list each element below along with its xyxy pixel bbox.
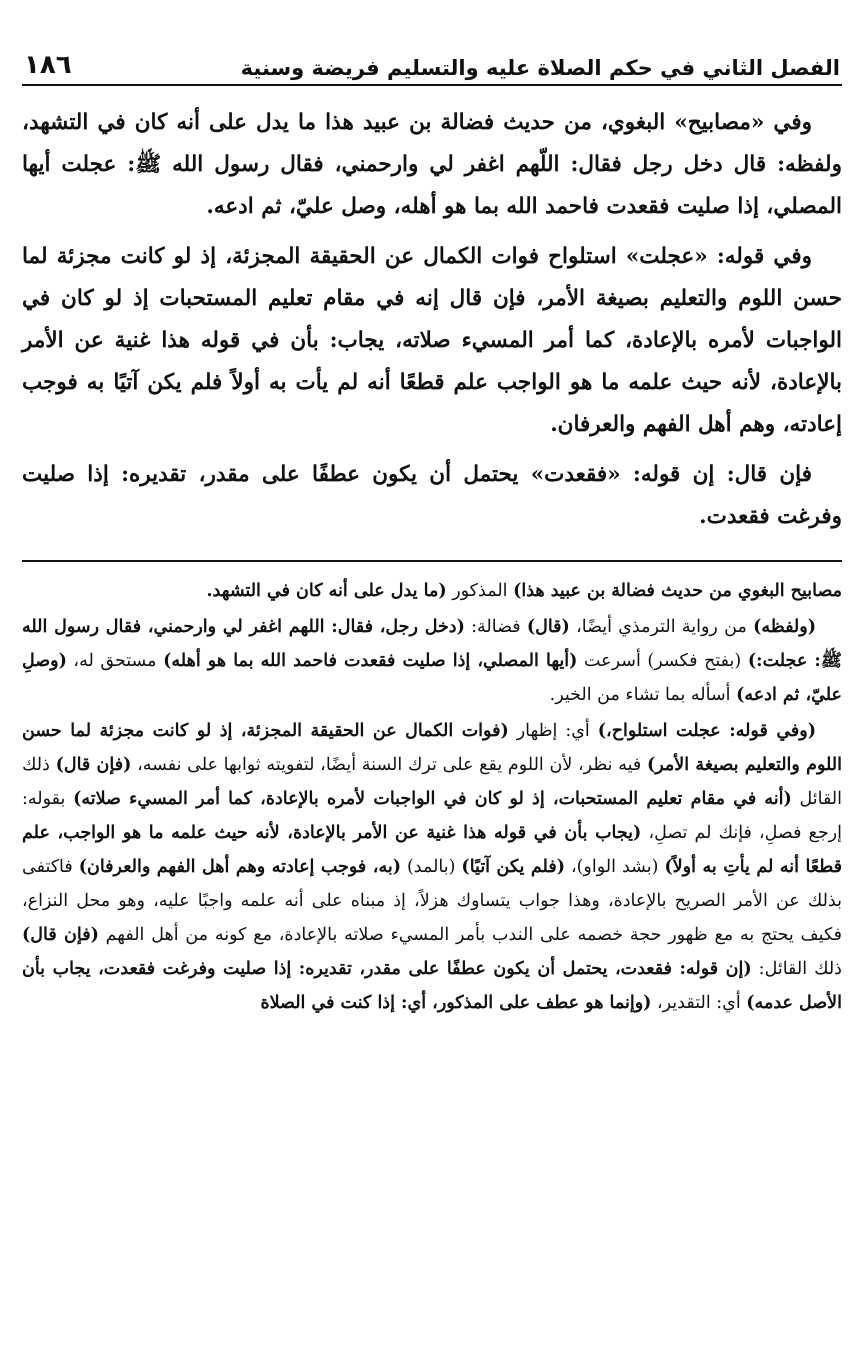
book-page	[22, 42, 842, 1339]
footnote-segment: (وإنما هو عطف على المذكور،	[432, 993, 652, 1013]
footnote-segment: أي: إذا كنت في الصلاة	[260, 993, 433, 1013]
footnote-segment: (فإن قال)	[55, 755, 132, 775]
footnote-segment: (أنه في مقام تعليم المستحبات، إذ لو كان في الواجبات لأمره بالإعادة، كما أمر المسيء صلاته)	[73, 789, 792, 809]
main-text	[22, 102, 842, 538]
footnote-segment: ذلك القائل	[22, 755, 842, 809]
footnote-segment: (إن قوله: فقعدت، يحتمل أن يكون عطفًا على مقدر، تقديره: إذا صليت وفرغت فقعدت، يجاب بأن الأصل عدمه)	[22, 959, 842, 1013]
footnote-segment: (ما يدل على أنه كان في التشهد.	[206, 581, 447, 601]
footnote-segment: أسأله بما تشاء من الخير.	[549, 685, 737, 705]
footnote-segment: أي: إظهار	[508, 721, 598, 741]
page-header	[22, 42, 842, 86]
page-number: ١٨٦	[24, 50, 72, 80]
footnote-segment: (بفتح فكسر) أسرعت	[577, 651, 748, 671]
footnote-segment: أي: التقدير،	[651, 993, 747, 1013]
footnote-segment: (وصلِ عليّ، ثم ادعه)	[22, 651, 842, 705]
footnote-segment: (وفي قوله: عجلت استلواح،)	[597, 721, 817, 741]
main-paragraph-3: فإن قال: إن قوله: «فقعدت» يحتمل أن يكون عطفًا على مقدر، تقديره: إذا صليت وفرغت فقعدت.	[22, 462, 842, 529]
footnote-segment: بقوله: إرجع فصلِ، فإنك لم تصلِ،	[22, 789, 842, 843]
footnote-2	[22, 610, 842, 712]
footnote-segment: (أيها المصلي، إذا صليت فقعدت فاحمد الله بما هو أهله)	[163, 651, 578, 671]
footnote-3	[22, 714, 842, 1020]
footnote-segment: (به، فوجب إعادته وهم أهل الفهم والعرفان)	[78, 857, 401, 877]
footnote-1	[22, 574, 842, 608]
footnote-divider	[22, 560, 842, 562]
footnotes	[22, 574, 842, 1020]
chapter-title: الفصل الثاني في حكم الصلاة عليه والتسليم فريضة وسنية	[240, 56, 840, 80]
footnote-segment: مستحق له،	[66, 651, 164, 671]
footnote-segment: (بشد الواو)،	[564, 857, 665, 877]
footnote-segment: (ولفظه)	[753, 617, 816, 637]
footnote-segment: فاكتفى بذلك عن الأمر الصريح بالإعادة، وهذا جواب يتساوك هزلاً، إذ مبناه على أنه علمه واجبًا عليه، وهو محل النزاع، فكيف يحتج به مع ظهور حجة خصمه على الندب بأمر المسيء صلاته بالإعادة، مع كونه من أهل الفهم	[22, 857, 842, 945]
footnote-segment: (فإن قال)	[22, 925, 99, 945]
main-paragraph-2: وفي قوله: «عجلت» استلواح فوات الكمال عن الحقيقة المجزئة، إذ لو كانت مجزئة لما حسن اللوم والتعليم بصيغة الأمر، فإن قال إنه في مقام تعليم المستحبات إذ لو كان في الواجبات لأمره بالإعادة، كما أمر المسيء صلاته، يجاب: بأن في قوله هذا غنية عن الأمر بالإعادة، لأنه حيث علمه ما هو الواجب علم قطعًا أنه لم يأت به أولاً فلم يكن آتيًا به فوجب إعادته، وهم أهل الفهم والعرفان.	[22, 244, 842, 437]
footnote-segment: (فلم يكن آتيًا)	[461, 857, 565, 877]
footnote-segment: (بالمد)	[400, 857, 462, 877]
footnote-segment: من رواية الترمذي أيضًا،	[569, 617, 754, 637]
footnote-segment: فيه نظر، لأن اللوم يقع على ترك السنة أيضًا، لتفويته ثوابها على نفسه،	[131, 755, 647, 775]
footnote-segment: ذلك القائل:	[751, 959, 842, 979]
footnote-segment: (دخل رجل، فقال: اللهم اغفر لي وارحمني، فقال رسول الله ﷺ: عجلت:)	[22, 617, 843, 671]
footnote-segment: مصابيح البغوي من حديث فضالة بن عبيد هذا)	[513, 581, 842, 601]
footnote-segment: (فوات الكمال عن الحقيقة المجزئة، إذ لو كانت مجزئة لما حسن اللوم والتعليم بصيغة الأمر)	[22, 721, 842, 775]
footnote-segment: فضالة:	[464, 617, 527, 637]
footnote-segment: المذكور	[446, 581, 514, 601]
footnote-segment: (قال)	[526, 617, 570, 637]
footnote-segment: (يجاب بأن في قوله هذا غنية عن الأمر بالإعادة، لأنه حيث علمه ما هو الواجب، علم قطعًا أنه لم يأتِ به أولاً)	[22, 823, 842, 877]
main-paragraph-1: وفي «مصابيح» البغوي، من حديث فضالة بن عبيد هذا ما يدل على أنه كان في التشهد، ولفظه: قال دخل رجل فقال: اللّهم اغفر لي وارحمني، فقال رسول الله ﷺ: عجلت أيها المصلي، إذا صليت فقعدت فاحمد الله بما هو أهله، وصل عليّ، ثم ادعه.	[22, 110, 842, 219]
